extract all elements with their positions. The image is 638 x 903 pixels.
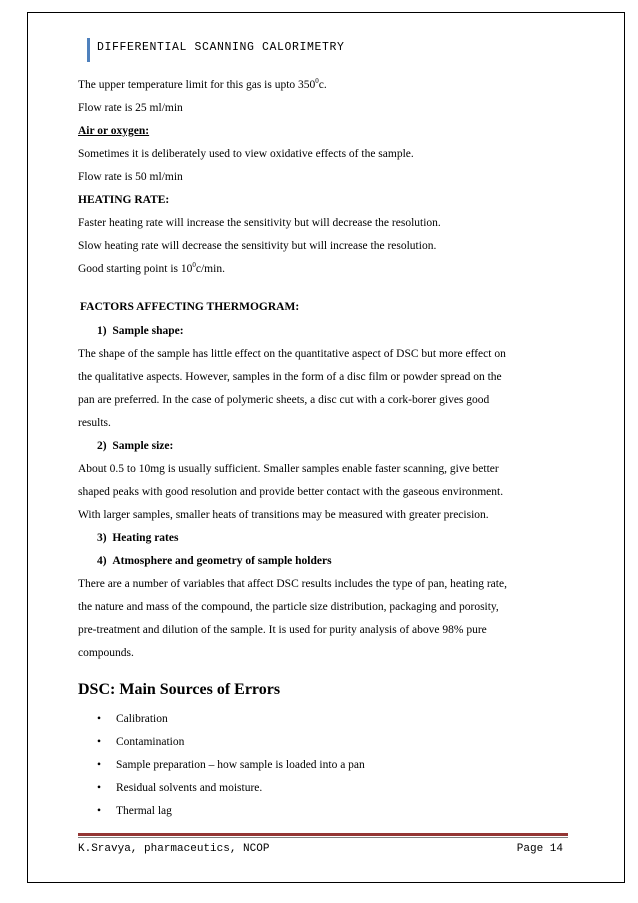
size-line-1: About 0.5 to 10mg is usually sufficient. Smaller samples enable faster scanning, give better: [78, 463, 499, 475]
good-start-unit: c/min.: [195, 263, 225, 275]
bullet-icon: •: [97, 782, 102, 794]
degree-sup-2: 0: [192, 261, 196, 269]
factor-1: [97, 324, 184, 338]
shape-line-1: The shape of the sample has little effect on the quantitative aspect of DSC but more effect on: [78, 348, 506, 360]
size-line-3: With larger samples, smaller heats of transitions may be measured with greater precision.: [78, 509, 489, 521]
factor-2: [97, 439, 173, 453]
error-item-4: Residual solvents and moisture.: [116, 782, 263, 794]
variables-line-2: the nature and mass of the compound, the particle size distribution, packaging and porosity,: [78, 601, 499, 613]
error-item-3: Sample preparation – how sample is loaded into a pan: [116, 759, 365, 771]
upper-limit-line: [78, 78, 327, 92]
page-header-title: DIFFERENTIAL SCANNING CALORIMETRY: [97, 41, 345, 54]
bullet-icon: •: [97, 736, 102, 748]
factor-4-number: 4): [97, 555, 107, 567]
shape-line-3: pan are preferred. In the case of polymeric sheets, a disc cut with a cork-borer gives good: [78, 394, 490, 406]
air-oxygen-text: Sometimes it is deliberately used to view oxidative effects of the sample.: [78, 148, 414, 160]
factor-1-title: Sample shape:: [112, 325, 184, 337]
flow-rate-line-2: Flow rate is 50 ml/min: [78, 171, 183, 183]
air-oxygen-heading: Air or oxygen:: [78, 125, 150, 137]
heating-line-2: Slow heating rate will decrease the sensitivity but will increase the resolution.: [78, 240, 437, 252]
heating-rate-heading: HEATING RATE:: [78, 194, 170, 206]
factor-3-title: Heating rates: [112, 532, 179, 544]
errors-heading: DSC: Main Sources of Errors: [78, 681, 281, 698]
error-item-1: Calibration: [116, 713, 168, 725]
bullet-icon: •: [97, 805, 102, 817]
factor-4: [97, 554, 332, 568]
header-accent-bar: [87, 38, 90, 62]
size-line-2: shaped peaks with good resolution and provide better contact with the gaseous environment.: [78, 486, 504, 498]
shape-line-2: the qualitative aspects. However, samples in the form of a disc film or powder spread on the: [78, 371, 502, 383]
factor-1-number: 1): [97, 325, 107, 337]
heating-line-1: Faster heating rate will increase the sensitivity but will decrease the resolution.: [78, 217, 441, 229]
shape-line-4: results.: [78, 417, 111, 429]
error-item-5: Thermal lag: [116, 805, 172, 817]
bullet-icon: •: [97, 713, 102, 725]
factors-heading: FACTORS AFFECTING THERMOGRAM:: [80, 301, 300, 313]
factor-4-title: Atmosphere and geometry of sample holders: [112, 555, 332, 567]
flow-rate-line-1: Flow rate is 25 ml/min: [78, 102, 183, 114]
good-start-line: [78, 262, 225, 276]
footer-rule-grey: [78, 837, 568, 838]
footer-author: K.Sravya, pharmaceutics, NCOP: [78, 843, 270, 855]
footer-page-number: Page 14: [516, 843, 563, 855]
error-item-2: Contamination: [116, 736, 185, 748]
variables-line-1: There are a number of variables that affect DSC results includes the type of pan, heating rate,: [78, 578, 507, 590]
footer-rule-red: [78, 833, 568, 836]
variables-line-3: pre-treatment and dilution of the sample. It is used for purity analysis of above 98% pure: [78, 624, 487, 636]
factor-2-title: Sample size:: [112, 440, 174, 452]
variables-line-4: compounds.: [78, 647, 134, 659]
bullet-icon: •: [97, 759, 102, 771]
good-start-text: Good starting point is 10: [78, 263, 193, 275]
degree-sup: 0: [315, 77, 319, 85]
factor-2-number: 2): [97, 440, 107, 452]
factor-3: [97, 531, 178, 545]
upper-limit-unit: c.: [318, 79, 327, 91]
upper-limit-text: The upper temperature limit for this gas is upto 350: [78, 79, 316, 91]
factor-3-number: 3): [97, 532, 107, 544]
